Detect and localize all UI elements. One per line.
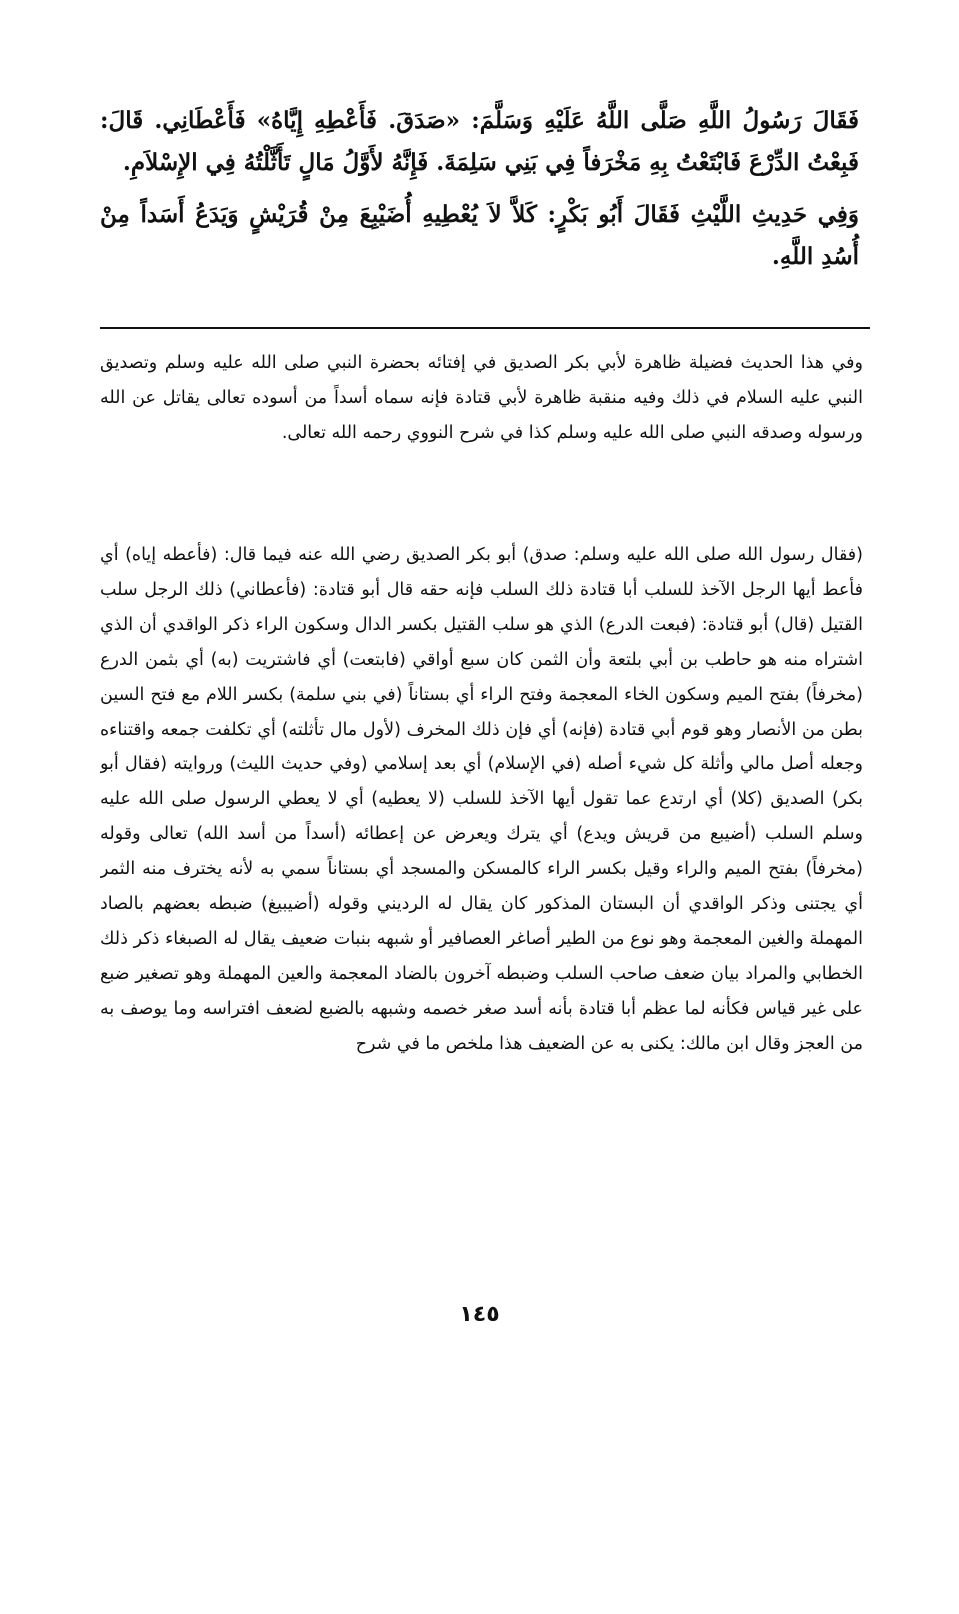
page-number: ١٤٥ bbox=[459, 1302, 500, 1327]
commentary-text bbox=[100, 346, 863, 1614]
commentary-paragraph: وفي هذا الحديث فضيلة ظاهرة لأبي بكر الصديق في إفتائه بحضرة النبي صلى الله عليه وسلم وتصديق النبي عليه السلام في ذلك وفيه منقبة ظاهرة لأبي قتادة فإنه سماه أسداً من أسوده تعالى يقاتل عن الله ورسوله وصدقه النبي صلى الله عليه وسلم كذا في شرح النووي رحمه الله تعالى. bbox=[100, 353, 863, 443]
hadith-text bbox=[100, 100, 859, 278]
separator-rule bbox=[100, 327, 870, 329]
hadith-paragraph: وَفِي حَدِيثِ اللَّيْثِ فَقَالَ أَبُو بَكْرٍ: كَلاَّ لاَ يُعْطِيهِ أُضَيْبِعَ مِنْ قُرَيْشٍ وَيَدَعُ أَسَداً مِنْ أُسُدِ اللَّهِ. bbox=[100, 201, 859, 270]
commentary-paragraph: (فقال رسول الله صلى الله عليه وسلم: صدق) أبو بكر الصديق رضي الله عنه فيما قال: (فأعطه إياه) أي فأعط أيها الرجل الآخذ للسلب أبا قتادة ذلك السلب فإنه حقه قال أبو قتادة: (فأعطاني) ذلك الرجل سلب القتيل (قال) أبو قتادة: (فبعت الدرع) الذي هو سلب القتيل بكسر الدال وسكون الراء ذكر الواقدي أن الذي اشتراه منه هو حاطب بن أبي بلتعة وأن الثمن كان سبع أواقي (فابتعت) أي فاشتريت (به) أي بثمن الدرع (مخرفاً) بفتح الميم وسكون الخاء المعجمة وفتح الراء أي بستاناً (في بني سلمة) بكسر اللام مع فتح السين بطن من الأنصار وهو قوم أبي قتادة (فإنه) أي فإن ذلك المخرف (لأول مال تأثلته) أي تكلفت جمعه واقتناءه وجعله أصل مالي وأثلة كل شيء أصله (في الإسلام) أي بعد إسلامي (وفي حديث الليث) وروايته (فقال أبو بكر) الصديق (كلا) أي ارتدع عما تقول أيها الآخذ للسلب (لا يعطيه) أي لا يعطي الرسول صلى الله عليه وسلم السلب (أضيبع من قريش ويدع) أي يترك ويعرض عن إعطائه (أسداً من أسد الله) تعالى وقوله (مخرفاً) بفتح الميم والراء وقيل بكسر الراء كالمسكن والمسجد أي بستاناً سمي به لأنه يخترف منه الثمر أي يجتنى وذكر الواقدي أن البستان المذكور كان يقال له الرديني وقوله (أضيبيغ) ضبطه بعضهم بالصاد المهملة والغين المعجمة وهو نوع من الطير أصاغر العصافير أو شبهه بنبات ضعيف يقال له الصبغاء ذكر ذلك الخطابي والمراد بيان ضعف صاحب السلب وضبطه آخرون بالضاد المعجمة والعين المهملة وهو تصغير ضبع على غير قياس فكأنه لما عظم أبا قتادة بأنه أسد صغر خصمه وشبهه بالضبع لضعف افتراسه وما يوصف به من العجز وقال ابن مالك: يكنى به عن الضعيف هذا ملخص ما في شرح bbox=[100, 545, 863, 1054]
hadith-paragraph: فَقَالَ رَسُولُ اللَّهِ صَلَّى اللَّهُ عَلَيْهِ وَسَلَّمَ: «صَدَقَ. فَأَعْطِهِ إِيَّاهُ» فَأَعْطَانِي. قَالَ: فَبِعْتُ الدِّرْعَ فَابْتَعْتُ بِهِ مَخْرَفاً فِي بَنِي سَلِمَةَ. فَإِنَّهُ لأَوَّلُ مَالٍ تَأَثَّلْتُهُ فِي الإِسْلاَمِ. bbox=[100, 107, 859, 176]
